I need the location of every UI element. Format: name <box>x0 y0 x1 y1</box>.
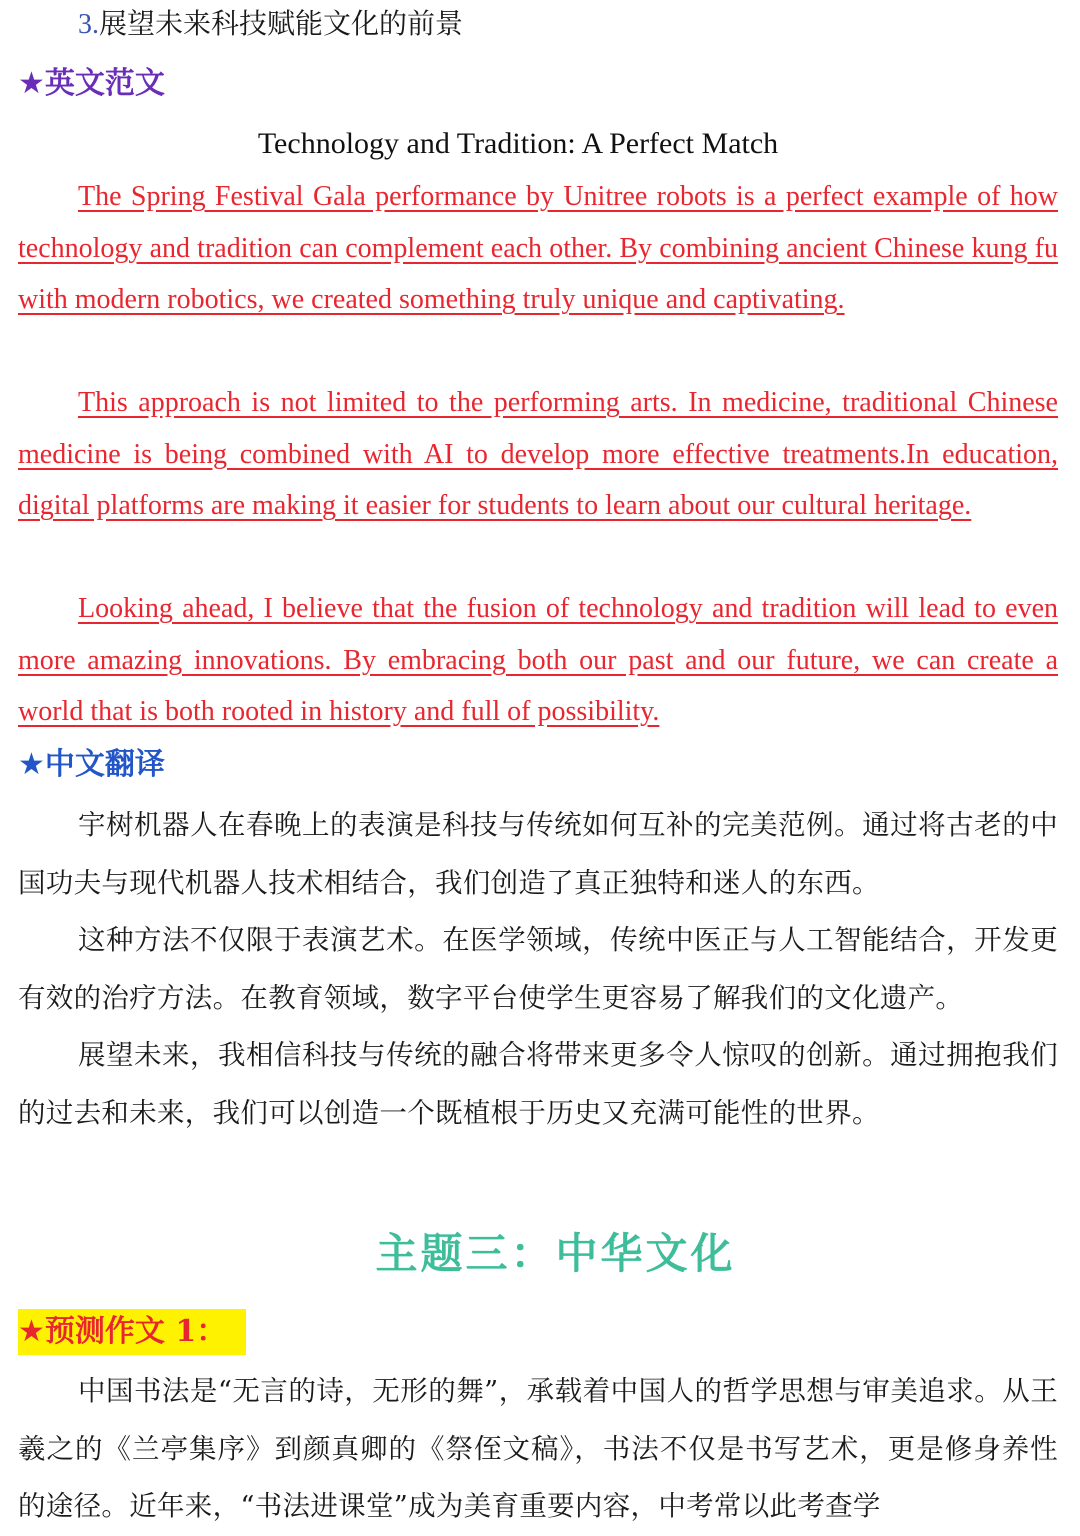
prediction-essay-heading-label: 预测作文 1： <box>44 1314 227 1349</box>
translation-paragraph-2: 这种方法不仅限于表演艺术。在医学领域，传统中医正与人工智能结合，开发更有效的治疗方法。在教育领域，数字平台使学生更容易了解我们的文化遗产。 <box>18 924 1058 1014</box>
chinese-translation-heading-label: 中文翻译 <box>44 747 165 782</box>
outline-item-number: 3. <box>78 9 99 40</box>
translation-paragraph-1: 宇树机器人在春晚上的表演是科技与传统如何互补的完美范例。通过将古老的中国功夫与现代机器人技术相结合，我们创造了真正独特和迷人的东西。 <box>18 809 1058 899</box>
theme-title: 主题三：中华文化 <box>375 1229 736 1278</box>
outline-item-3 <box>78 6 463 43</box>
essay-title: Technology and Tradition: A Perfect Match <box>257 127 779 160</box>
prediction-essay-paragraph: 中国书法是“无言的诗，无形的舞”，承载着中国人的哲学思想与审美追求。从王羲之的《兰亭集序》到颜真卿的《祭侄文稿》，书法不仅是书写艺术，更是修身养性的途径。近年来，“书法进课堂”成为美育重要内容，中考常以此考查学 <box>18 1375 1058 1522</box>
star-icon: ★ <box>18 747 45 782</box>
essay-paragraph-3: Looking ahead, I believe that the fusion of technology and tradition will lead to even more amazing innovations. By embracing both our past and our future, we can create a world that is both rooted in history and full of possibility. <box>18 593 1058 727</box>
essay-paragraph-1: The Spring Festival Gala performance by Unitree robots is a perfect example of how technology and tradition can complement each other. By combining ancient Chinese kung fu with modern robotics, we created something truly unique and captivating. <box>18 181 1058 315</box>
chinese-translation-heading <box>18 745 165 785</box>
outline-item-text: 展望未来科技赋能文化的前景 <box>99 7 464 40</box>
english-essay-heading <box>18 64 165 104</box>
star-icon: ★ <box>18 66 45 101</box>
english-essay-heading-label: 英文范文 <box>44 66 165 101</box>
prediction-essay-heading <box>18 1309 246 1355</box>
star-icon: ★ <box>18 1314 45 1349</box>
essay-paragraph-2: This approach is not limited to the performing arts. In medicine, traditional Chinese medicine is being combined with AI to develop more effective treatments.In education, digital platforms are making it easier for students to learn about our cultural heritage. <box>18 387 1058 521</box>
translation-paragraph-3: 展望未来，我相信科技与传统的融合将带来更多令人惊叹的创新。通过拥抱我们的过去和未来，我们可以创造一个既植根于历史又充满可能性的世界。 <box>18 1039 1058 1129</box>
